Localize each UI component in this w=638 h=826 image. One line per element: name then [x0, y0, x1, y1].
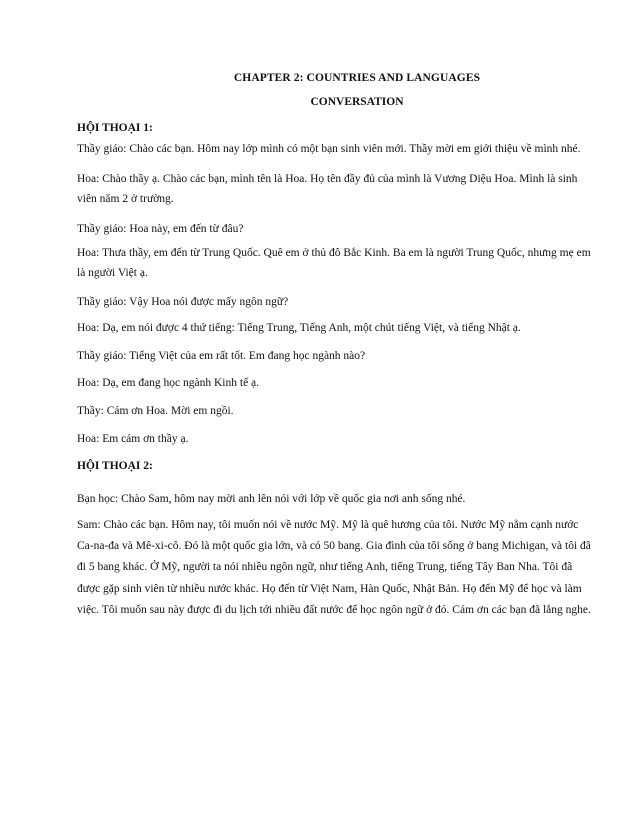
dialogue1-line: Hoa: Dạ, em nói được 4 thứ tiếng: Tiếng Trung, Tiếng Anh, một chút tiếng Việt, và tiếng Nhật ạ.	[77, 322, 521, 334]
dialogue1-line: Thầy giáo: Chào các bạn. Hôm nay lớp mình có một bạn sinh viên mới. Thầy mời em giới thiệu về mình nhé.	[77, 143, 581, 155]
dialogue2-line: Sam: Chào các bạn. Hôm nay, tôi muốn nói về nước Mỹ. Mỹ là quê hương của tôi. Nước Mỹ nằm cạnh nước Ca-na-đa và Mê-xi-cô. Đó là một quốc gia lớn, và có 50 bang. Gia đình của tôi sống ở bang Michigan, và tôi đã đi 5 bang khác. Ở Mỹ, người ta nói nhiều ngôn ngữ, như tiếng Anh, tiếng Trung, tiếng Tây Ban Nha. Tôi đã được gặp sinh viên từ nhiều nước khác. Họ đến từ Việt Nam, Hàn Quốc, Nhật Bản. Họ đến Mỹ để học và làm việc. Tôi muốn sau này được đi du lịch tới nhiều đất nước để học ngôn ngữ ở đó. Cám ơn các bạn đã lắng nghe.	[77, 519, 591, 616]
dialogue1-line: Thầy giáo: Vậy Hoa nói được mấy ngôn ngữ?	[77, 296, 289, 308]
conversation-title: CONVERSATION	[310, 96, 404, 108]
dialogue2-heading: HỘI THOẠI 2:	[77, 460, 153, 472]
dialogue1-line: Thầy giáo: Tiếng Việt của em rất tốt. Em đang học ngành nào?	[77, 350, 366, 362]
dialogue1-line: Hoa: Dạ, em đang học ngành Kinh tế ạ.	[77, 377, 260, 389]
dialogue1-line: Thầy giáo: Hoa này, em đến từ đâu?	[77, 223, 244, 235]
dialogue1-heading: HỘI THOẠI 1:	[77, 122, 153, 134]
dialogue1-line: Hoa: Em cám ơn thầy ạ.	[77, 433, 189, 445]
dialogue1-line: Hoa: Thưa thầy, em đến từ Trung Quốc. Quê em ở thủ đô Bắc Kinh. Ba em là người Trung Quốc, nhưng mẹ em là người Việt ạ.	[77, 247, 591, 279]
dialogue1-line: Thầy: Cám ơn Hoa. Mời em ngồi.	[77, 405, 234, 417]
dialogue2-line: Bạn học: Chào Sam, hôm nay mời anh lên nói với lớp về quốc gia nơi anh sống nhé.	[77, 493, 466, 505]
dialogue1-line: Hoa: Chào thầy ạ. Chào các bạn, mình tên là Hoa. Họ tên đầy đủ của mình là Vương Diệu Hoa. Mình là sinh viên năm 2 ở trường.	[77, 173, 578, 205]
chapter-title: CHAPTER 2: COUNTRIES AND LANGUAGES	[233, 72, 481, 84]
